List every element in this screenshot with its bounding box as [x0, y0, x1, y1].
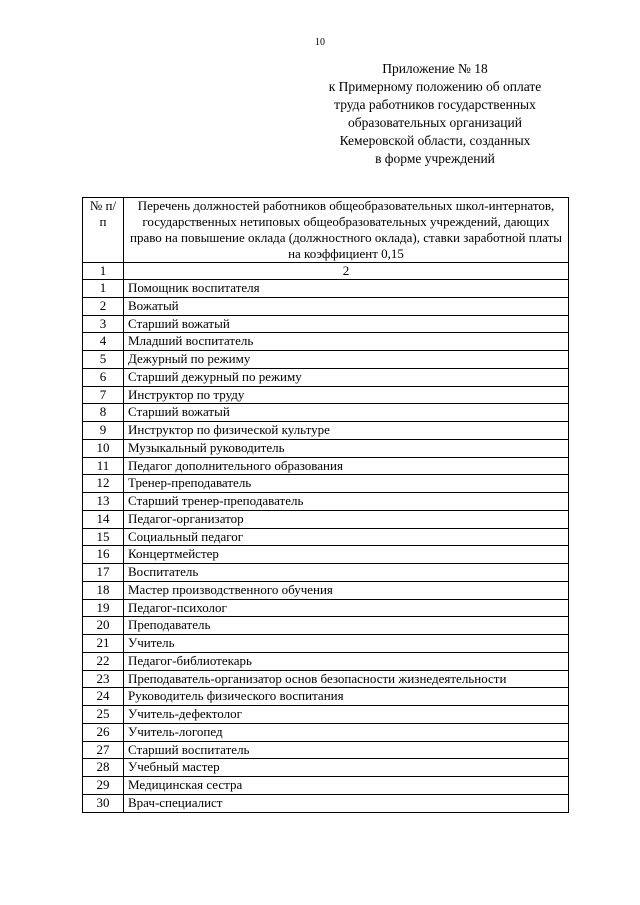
position-name-cell: Преподаватель-организатор основ безопасности жизнедеятельности	[124, 670, 569, 688]
row-number-cell: 30	[83, 794, 124, 812]
row-number-cell: 28	[83, 759, 124, 777]
position-name-cell: Мастер производственного обучения	[124, 581, 569, 599]
row-number-cell: 10	[83, 439, 124, 457]
position-name-cell: Педагог-библиотекарь	[124, 652, 569, 670]
position-name-cell: Воспитатель	[124, 564, 569, 582]
appendix-line: к Примерному положению об оплате	[328, 79, 542, 94]
row-number-cell: 25	[83, 706, 124, 724]
table-row	[83, 794, 569, 812]
position-name-cell: Помощник воспитателя	[124, 280, 569, 298]
table-row	[83, 422, 569, 440]
row-number-cell: 4	[83, 333, 124, 351]
table-row	[83, 439, 569, 457]
position-name-cell: Музыкальный руководитель	[124, 439, 569, 457]
row-number-cell: 29	[83, 777, 124, 795]
row-number-cell: 27	[83, 741, 124, 759]
position-name-cell: Вожатый	[124, 297, 569, 315]
table-header-row	[83, 198, 569, 263]
row-number-cell: 7	[83, 386, 124, 404]
position-name-cell: Младший воспитатель	[124, 333, 569, 351]
appendix-line: в форме учреждений	[375, 151, 495, 166]
position-name-cell: Инструктор по физической культуре	[124, 422, 569, 440]
table-row	[83, 280, 569, 298]
table-row	[83, 723, 569, 741]
position-name-cell: Врач-специалист	[124, 794, 569, 812]
table-row	[83, 333, 569, 351]
row-number-cell: 16	[83, 546, 124, 564]
position-name-cell: Старший вожатый	[124, 404, 569, 422]
row-number-cell: 8	[83, 404, 124, 422]
row-number-cell: 22	[83, 652, 124, 670]
position-name-cell: Учитель	[124, 635, 569, 653]
table-row	[83, 706, 569, 724]
position-name-cell: Преподаватель	[124, 617, 569, 635]
row-number-cell: 17	[83, 564, 124, 582]
row-number-cell: 18	[83, 581, 124, 599]
position-name-cell: Инструктор по труду	[124, 386, 569, 404]
appendix-title: Приложение № 18	[382, 61, 488, 76]
table-row	[83, 777, 569, 795]
table-row	[83, 528, 569, 546]
column-number-row	[83, 263, 569, 280]
table-row	[83, 368, 569, 386]
row-number-cell: 1	[83, 280, 124, 298]
position-name-cell: Старший дежурный по режиму	[124, 368, 569, 386]
position-name-cell: Учитель-дефектолог	[124, 706, 569, 724]
row-number-cell: 3	[83, 315, 124, 333]
row-number-cell: 2	[83, 297, 124, 315]
table-row	[83, 599, 569, 617]
page-number: 10	[315, 37, 325, 48]
row-number-cell: 21	[83, 635, 124, 653]
table-row	[83, 688, 569, 706]
position-name-cell: Дежурный по режиму	[124, 351, 569, 369]
position-name-cell: Учебный мастер	[124, 759, 569, 777]
appendix-line: труда работников государственных	[334, 97, 536, 112]
position-name-cell: Медицинская сестра	[124, 777, 569, 795]
table-row	[83, 581, 569, 599]
appendix-line: Кемеровской области, созданных	[339, 133, 531, 148]
table-row	[83, 493, 569, 511]
table-row	[83, 564, 569, 582]
row-number-cell: 26	[83, 723, 124, 741]
position-name-cell: Педагог-организатор	[124, 510, 569, 528]
header-title-cell: Перечень должностей работников общеобразовательных школ-интернатов, государственных нетиповых общеобразовательных учреждений, дающих право на повышение оклада (должностного оклада), ставки заработной платы на коэффициент 0,15	[124, 198, 569, 263]
table-row	[83, 475, 569, 493]
position-name-cell: Старший тренер-преподаватель	[124, 493, 569, 511]
table-row	[83, 404, 569, 422]
row-number-cell: 9	[83, 422, 124, 440]
appendix-header	[310, 60, 560, 168]
table-row	[83, 315, 569, 333]
position-name-cell: Социальный педагог	[124, 528, 569, 546]
table-row	[83, 617, 569, 635]
row-number-cell: 11	[83, 457, 124, 475]
column-number-cell: 2	[124, 263, 569, 280]
table-row	[83, 670, 569, 688]
position-name-cell: Руководитель физического воспитания	[124, 688, 569, 706]
row-number-cell: 12	[83, 475, 124, 493]
table-row	[83, 635, 569, 653]
position-name-cell: Старший воспитатель	[124, 741, 569, 759]
row-number-cell: 23	[83, 670, 124, 688]
row-number-cell: 24	[83, 688, 124, 706]
row-number-cell: 5	[83, 351, 124, 369]
table-row	[83, 652, 569, 670]
position-name-cell: Тренер-преподаватель	[124, 475, 569, 493]
row-number-cell: 14	[83, 510, 124, 528]
header-number-cell: № п/п	[83, 198, 124, 263]
table-row	[83, 741, 569, 759]
appendix-line: образовательных организаций	[348, 115, 522, 130]
row-number-cell: 19	[83, 599, 124, 617]
position-name-cell: Педагог-психолог	[124, 599, 569, 617]
table-row	[83, 297, 569, 315]
position-name-cell: Педагог дополнительного образования	[124, 457, 569, 475]
table-row	[83, 457, 569, 475]
row-number-cell: 6	[83, 368, 124, 386]
column-number-cell: 1	[83, 263, 124, 280]
row-number-cell: 15	[83, 528, 124, 546]
position-name-cell: Учитель-логопед	[124, 723, 569, 741]
row-number-cell: 20	[83, 617, 124, 635]
position-name-cell: Концертмейстер	[124, 546, 569, 564]
table-row	[83, 546, 569, 564]
positions-table	[82, 197, 569, 813]
table-row	[83, 759, 569, 777]
row-number-cell: 13	[83, 493, 124, 511]
table-row	[83, 351, 569, 369]
table-row	[83, 510, 569, 528]
position-name-cell: Старший вожатый	[124, 315, 569, 333]
table-row	[83, 386, 569, 404]
